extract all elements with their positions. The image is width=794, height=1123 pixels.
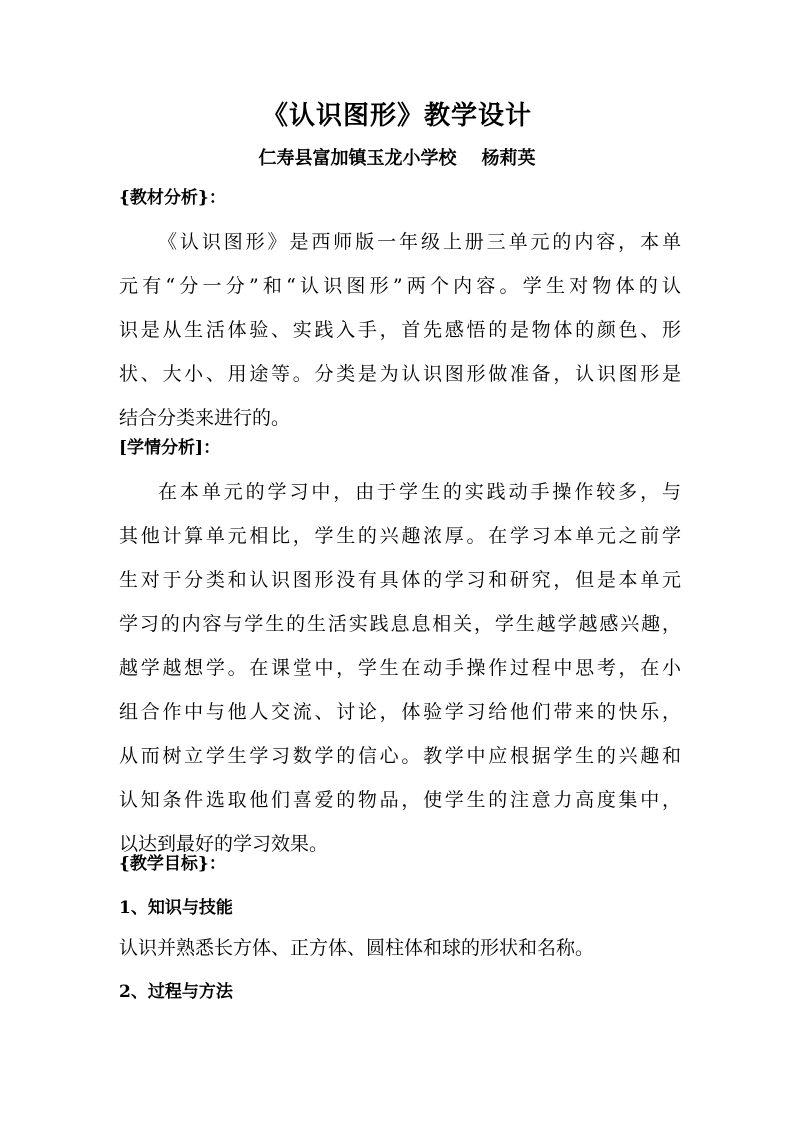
author-line: 仁寿县富加镇玉龙小学校 杨莉英 — [258, 148, 536, 169]
paragraph-line: 《认识图形》是西师版一年级上册三单元的内容，本单 — [158, 231, 681, 253]
paragraph-line: 从而树立学生学习数学的信心。教学中应根据学生的兴趣和 — [119, 745, 681, 767]
section-heading-teaching-objectives: {教学目标}： — [119, 854, 226, 874]
paragraph-textbook-analysis — [119, 224, 681, 436]
subheading-knowledge-skills: 1、知识与技能 — [119, 898, 233, 918]
paragraph-line: 组合作中与他人交流、讨论，体验学习给他们带来的快乐， — [119, 701, 681, 723]
paragraph-line: 其他计算单元相比，学生的兴趣浓厚。在学习本单元之前学 — [119, 525, 681, 547]
section-heading-textbook-analysis: {教材分析}： — [119, 188, 226, 208]
objective-text: 认识并熟悉长方体、正方体、圆柱体和球的形状和名称。 — [119, 937, 595, 959]
paragraph-line: 元有“分一分”和“认识图形”两个内容。学生对物体的认 — [119, 275, 681, 297]
paragraph-line: 生对于分类和认识图形没有具体的学习和研究，但是本单元 — [119, 569, 681, 591]
paragraph-line: 越学越想学。在课堂中，学生在动手操作过程中思考，在小 — [119, 657, 681, 679]
paragraph-line: 状、大小、用途等。分类是为认识图形做准备，认识图形是 — [119, 363, 681, 385]
paragraph-line: 识是从生活体验、实践入手，首先感悟的是物体的颜色、形 — [119, 319, 681, 341]
paragraph-line: 结合分类来进行的。 — [119, 407, 291, 429]
paragraph-learner-analysis — [119, 474, 681, 862]
subheading-process-methods: 2、过程与方法 — [119, 982, 233, 1002]
paragraph-line: 认知条件选取他们喜爱的物品，使学生的注意力高度集中， — [119, 789, 681, 811]
document-title: 《认识图形》教学设计 — [261, 101, 532, 131]
paragraph-line: 学习的内容与学生的生活实践息息相关，学生越学越感兴趣， — [119, 613, 681, 635]
paragraph-line: 以达到最好的学习效果。 — [119, 833, 329, 855]
paragraph-line: 在本单元的学习中，由于学生的实践动手操作较多，与 — [158, 481, 681, 503]
section-heading-learner-analysis: [学情分析]： — [119, 438, 221, 458]
